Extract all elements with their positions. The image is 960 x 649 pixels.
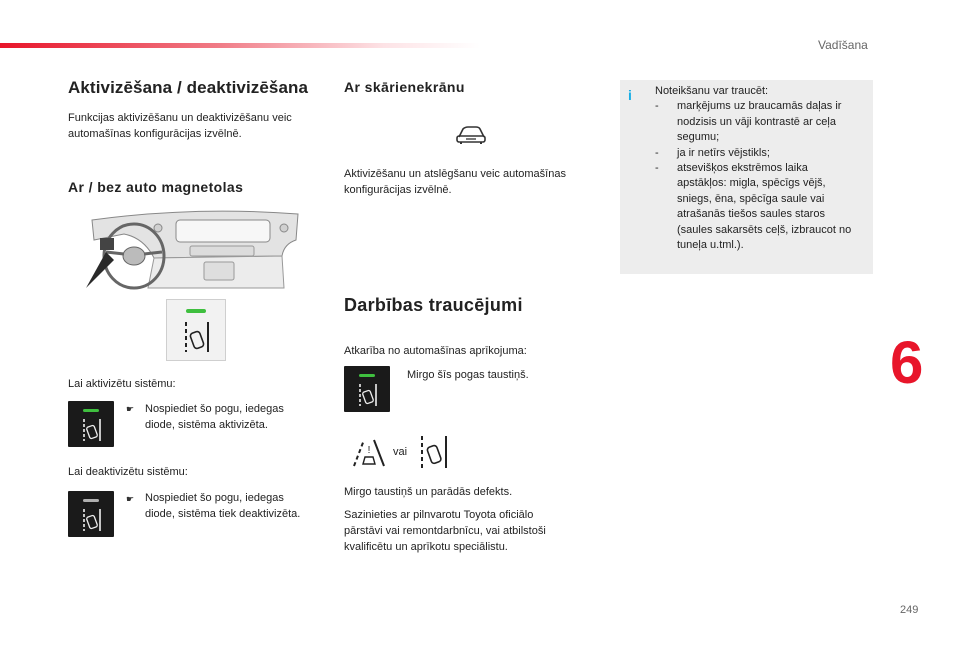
touchscreen-title: Ar skārienekrānu — [344, 79, 465, 95]
button-led — [186, 309, 206, 313]
svg-text:!: ! — [367, 445, 371, 456]
malfunction-intro: Atkarība no automašīnas aprīkojuma: — [344, 345, 527, 357]
activate-label: Lai aktivizētu sistēmu: — [68, 378, 176, 390]
malfunction-title: Darbības traucējumi — [344, 295, 523, 315]
lane-departure-icon — [182, 320, 212, 354]
info-text: Noteikšanu var traucēt: - marķējums uz braucamās daļas ir nodzisis un vāji kontrastē ar ceļa segumu; - ja ir netīrs vējstikls; - atsevišķos ekstrēmos laika apstākļos: migla, spēcīgs vējš, sniegs, ēna, spēcīga saule vai atrašanās tiešos saules staros (saules sakarsēts ceļš, izbraucot no tuneļa u.tml.). — [655, 85, 852, 252]
activation-intro: Funkcijas aktivizēšanu un deaktivizēšanu veic automašīnas konfigurācijas izvēlnē. — [68, 112, 292, 140]
or-label: vai — [393, 446, 408, 458]
activate-text: Nospiediet šo pogu, iedegas diode, sistēma aktivizēta. — [145, 403, 284, 431]
contact-text: Sazinieties ar pilnvarotu Toyota oficiālo pārstāvi vai remontdarbnīcu, vai atbilstoši kvalificētu un aprīkotu speciālistu. — [344, 509, 546, 553]
chapter-number: 6 — [890, 329, 924, 396]
lane-departure-icon — [81, 507, 103, 533]
bullet-icon: ☛ — [126, 494, 135, 504]
lane-departure-icon — [357, 382, 379, 408]
section-title: Vadīšana — [818, 38, 868, 52]
activation-title: Aktivizēšana / deaktivizēšana — [68, 78, 309, 97]
activate-button — [68, 401, 114, 447]
touchscreen-text: Aktivizēšanu un atslēgšanu veic automašīnas konfigurācijas izvēlnē. — [344, 168, 566, 196]
deactivate-label: Lai deaktivizētu sistēmu: — [68, 466, 188, 478]
info-icon: i — [628, 87, 632, 103]
bullet-icon: ☛ — [126, 404, 135, 414]
lane-warning-icon — [352, 438, 386, 468]
lane-departure-icon — [81, 417, 103, 443]
led-on — [359, 374, 375, 377]
radio-subtitle: Ar / bez auto magnetolas — [68, 179, 244, 195]
dashboard-illustration — [84, 204, 306, 292]
deactivate-button — [68, 491, 114, 537]
defect-text: Mirgo taustiņš un parādās defekts. — [344, 486, 513, 498]
header-accent-bar — [0, 43, 480, 48]
lane-departure-icon — [418, 434, 450, 470]
blink-text: Mirgo šīs pogas taustiņš. — [407, 369, 529, 381]
led-off — [83, 499, 99, 502]
car-icon — [455, 125, 487, 145]
led-on — [83, 409, 99, 412]
blinking-button — [344, 366, 390, 412]
page-number: 249 — [900, 604, 919, 616]
deactivate-text: Nospiediet šo pogu, iedegas diode, sistēma tiek deaktivizēta. — [145, 492, 301, 520]
lane-assist-button-large — [166, 299, 226, 361]
